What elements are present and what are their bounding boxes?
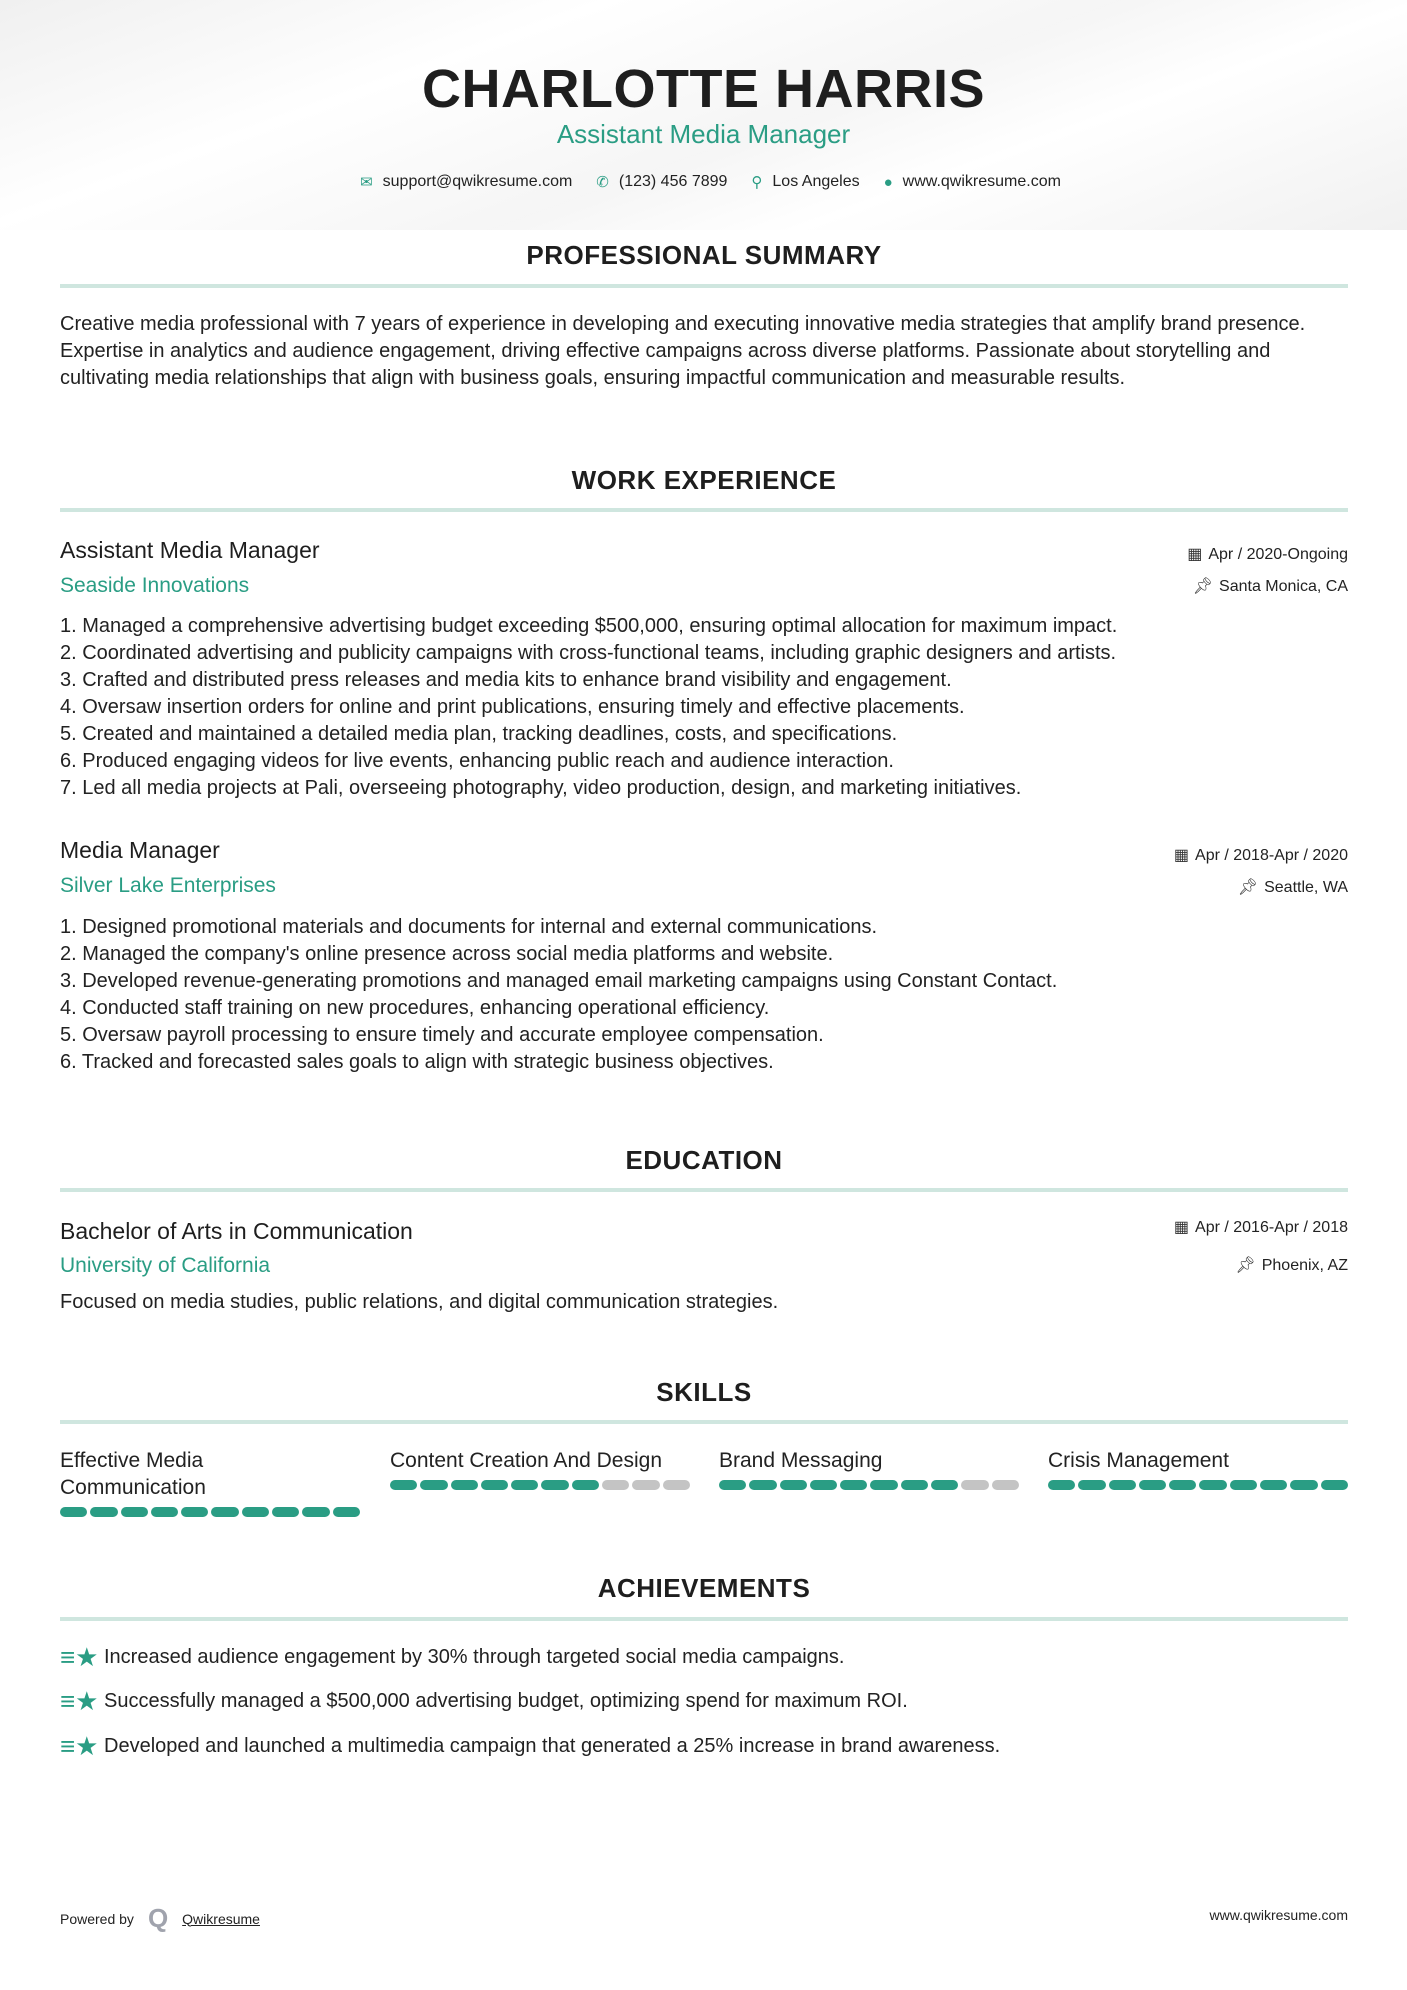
job-title: Assistant Media Manager (60, 537, 320, 563)
skill-dot (181, 1507, 208, 1517)
skill-dot (151, 1507, 178, 1517)
skill-dot (719, 1480, 746, 1490)
location-text: Seattle, WA (1264, 879, 1348, 896)
skill-name: Crisis Management (1048, 1449, 1229, 1472)
divider (60, 508, 1348, 512)
school: University of California (60, 1254, 271, 1277)
skill-dot (1260, 1480, 1287, 1490)
skill-dot (1139, 1480, 1166, 1490)
skill-meter (390, 1480, 690, 1490)
star-icon: ≡★ (60, 1642, 99, 1672)
skill-dot (302, 1507, 329, 1517)
skill-name: Brand Messaging (719, 1449, 883, 1472)
achievements-heading: ACHIEVEMENTS (597, 1573, 811, 1603)
bullet: 5. Oversaw payroll processing to ensure timely and accurate employee compensation. (60, 1024, 824, 1046)
achievement-text: Successfully managed a $500,000 advertising budget, optimizing spend for maximum ROI. (104, 1690, 908, 1712)
skill-dot (663, 1480, 690, 1490)
education-description: Focused on media studies, public relations, and digital communication strategies. (60, 1291, 779, 1313)
job-dates (1174, 845, 1348, 865)
skill-dot (60, 1507, 87, 1517)
calendar-icon: ▦ (1187, 546, 1203, 563)
location-text: Phoenix, AZ (1261, 1257, 1348, 1274)
skill-dot (901, 1480, 928, 1490)
skill-dot (1078, 1480, 1105, 1490)
skill-dot (211, 1507, 238, 1517)
skill-meter (60, 1507, 360, 1517)
skill-dot (390, 1480, 417, 1490)
achievement (60, 1642, 844, 1673)
skill-dot (420, 1480, 447, 1490)
skill-dot (451, 1480, 478, 1490)
skill-name: Effective Media Communication (60, 1449, 206, 1499)
skill-dot (931, 1480, 958, 1490)
bullet: 2. Managed the company's online presence across social media platforms and website. (60, 943, 834, 965)
pin-icon: 📌︎ (1235, 1257, 1256, 1274)
bullet: 4. Conducted staff training on new procedures, enhancing operational efficiency. (60, 997, 770, 1019)
skill-dot (1109, 1480, 1136, 1490)
skill-dot (1290, 1480, 1317, 1490)
job-title: Media Manager (60, 837, 220, 863)
location-text: Santa Monica, CA (1219, 578, 1348, 595)
education-location (1235, 1255, 1348, 1275)
candidate-title: Assistant Media Manager (556, 119, 851, 149)
dates-text: Apr / 2016-Apr / 2018 (1195, 1219, 1348, 1236)
star-icon: ≡★ (60, 1686, 99, 1716)
website[interactable]: www.qwikresume.com (902, 173, 1061, 190)
skills-heading: SKILLS (656, 1377, 752, 1407)
email[interactable]: support@qwikresume.com (382, 173, 573, 190)
skill-meter (719, 1480, 1019, 1490)
job-location (1238, 877, 1348, 897)
bullet: 4. Oversaw insertion orders for online and print publications, ensuring timely and effective placements. (60, 696, 965, 718)
phone: (123) 456 7899 (618, 173, 728, 190)
skill (390, 1447, 690, 1490)
footer-powered (60, 1903, 260, 1934)
dates-text: Apr / 2018-Apr / 2020 (1195, 847, 1348, 864)
skill-dot (870, 1480, 897, 1490)
location: Los Angeles (772, 173, 860, 190)
skill-dot (1321, 1480, 1348, 1490)
skill-dot (481, 1480, 508, 1490)
skill-meter (1048, 1480, 1348, 1490)
job-bullets (60, 613, 1350, 802)
email-icon: ✉ (360, 174, 373, 191)
skill-dot (242, 1507, 269, 1517)
pin-icon: 📌︎ (1192, 578, 1214, 595)
divider (60, 1617, 1348, 1621)
experience-heading: WORK EXPERIENCE (571, 465, 837, 495)
contact-bar (0, 173, 1407, 191)
skill-dot (780, 1480, 807, 1490)
star-icon: ≡★ (60, 1731, 99, 1761)
calendar-icon: ▦ (1173, 1219, 1190, 1236)
divider (60, 1188, 1348, 1192)
bullet: 3. Crafted and distributed press releases and media kits to enhance brand visibility and engagement. (60, 669, 952, 691)
education-heading: EDUCATION (625, 1145, 783, 1175)
pin-icon: 📌︎ (1237, 879, 1259, 896)
bullet: 1. Managed a comprehensive advertising budget exceeding $500,000, ensuring optimal allocation for maximum impact. (60, 615, 1118, 637)
skill-dot (1048, 1480, 1075, 1490)
achievement-text: Increased audience engagement by 30% through targeted social media campaigns. (104, 1646, 845, 1668)
footer-website[interactable]: www.qwikresume.com (1209, 1907, 1348, 1923)
skill-dot (961, 1480, 988, 1490)
skill (60, 1447, 360, 1517)
achievement (60, 1731, 1000, 1762)
job-dates (1187, 544, 1348, 564)
degree: Bachelor of Arts in Communication (60, 1218, 413, 1244)
skill-dot (632, 1480, 659, 1490)
skill-name: Content Creation And Design (390, 1449, 663, 1472)
skill-dot (1230, 1480, 1257, 1490)
divider (60, 284, 1348, 288)
qwikresume-logo-icon: Q (147, 1903, 169, 1933)
skill-dot (272, 1507, 299, 1517)
skill-dot (572, 1480, 599, 1490)
skill-dot (1169, 1480, 1196, 1490)
divider (60, 1420, 1348, 1424)
achievement (60, 1686, 908, 1717)
bullet: 6. Tracked and forecasted sales goals to align with strategic business objectives. (60, 1051, 774, 1073)
location-pin-icon: ⚲ (751, 174, 763, 191)
skill-dot (840, 1480, 867, 1490)
summary-heading: PROFESSIONAL SUMMARY (526, 240, 882, 270)
skill-dot (1199, 1480, 1226, 1490)
qwikresume-link[interactable]: Qwikresume (182, 1910, 260, 1927)
skill-dot (90, 1507, 117, 1517)
skill-dot (121, 1507, 148, 1517)
summary-text: Creative media professional with 7 years of experience in developing and executing innovative media strategies that amplify brand presence. Expertise in analytics and audience engagement, driving effective campaigns across diverse platforms. Passionate about storytelling and cultivating media relationships that align with business goals, ensuring impactful communication and measurable results. (60, 313, 1306, 389)
skill (1048, 1447, 1348, 1490)
skill-dot (541, 1480, 568, 1490)
skill-dot (749, 1480, 776, 1490)
skill-dot (810, 1480, 837, 1490)
education-dates (1174, 1217, 1348, 1237)
bullet: 3. Developed revenue-generating promotions and managed email marketing campaigns using Constant Contact. (60, 970, 1058, 992)
skill-dot (511, 1480, 538, 1490)
powered-by-label: Powered by (60, 1910, 134, 1927)
phone-icon: ✆ (596, 174, 609, 191)
bullet: 6. Produced engaging videos for live events, enhancing public reach and audience interaction. (60, 750, 894, 772)
bullet: 5. Created and maintained a detailed media plan, tracking deadlines, costs, and specifications. (60, 723, 898, 745)
job-company: Seaside Innovations (60, 574, 250, 597)
skill-dot (602, 1480, 629, 1490)
job-bullets (60, 914, 1350, 1076)
job-company: Silver Lake Enterprises (60, 874, 276, 897)
job-location (1193, 576, 1348, 596)
calendar-icon: ▦ (1173, 847, 1190, 864)
globe-icon: ● (883, 173, 893, 191)
dates-text: Apr / 2020-Ongoing (1208, 546, 1348, 563)
bullet: 1. Designed promotional materials and documents for internal and external communications. (60, 916, 878, 938)
skill-dot (333, 1507, 360, 1517)
bullet: 2. Coordinated advertising and publicity campaigns with cross-functional teams, including graphic designers and artists. (60, 642, 1117, 664)
achievement-text: Developed and launched a multimedia campaign that generated a 25% increase in brand awareness. (104, 1735, 1001, 1757)
bullet: 7. Led all media projects at Pali, overseeing photography, video production, design, and marketing initiatives. (60, 777, 1022, 799)
skill (719, 1447, 1019, 1490)
skill-dot (992, 1480, 1019, 1490)
candidate-name: CHARLOTTE HARRIS (422, 59, 985, 119)
